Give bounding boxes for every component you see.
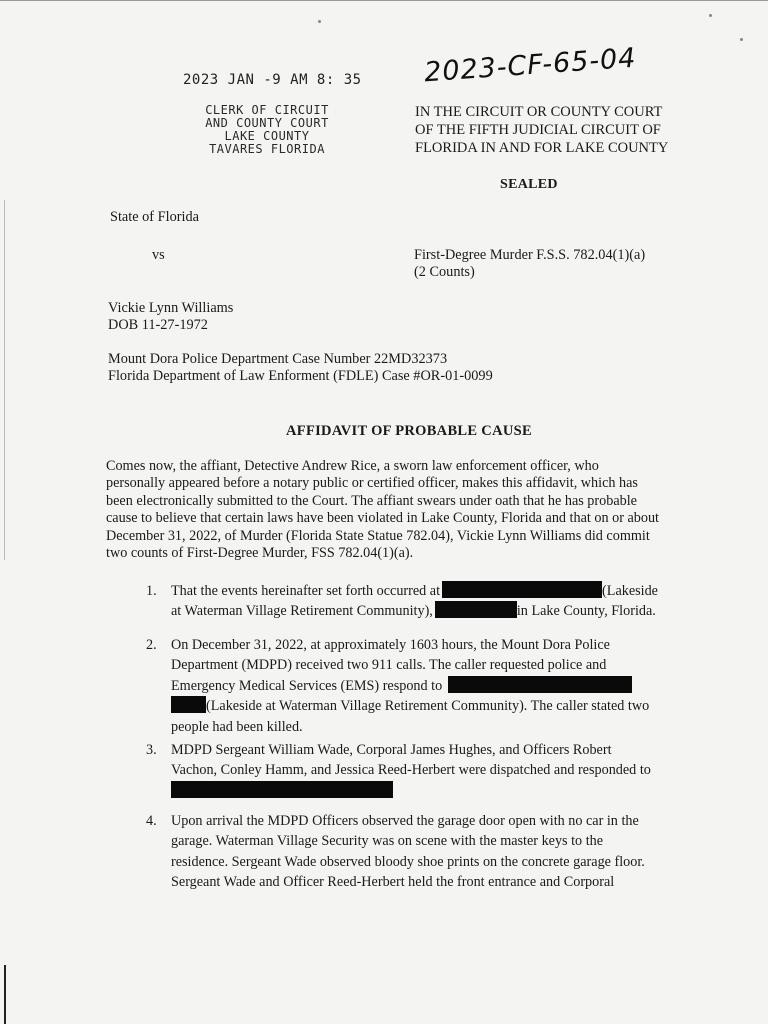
intro-line: cause to believe that certain laws have been violated in Lake County, Florida and that on or about (106, 510, 659, 527)
scan-left-edge (4, 200, 5, 560)
item-text: Emergency Medical Services (EMS) respond to (171, 677, 443, 694)
scan-speck (709, 14, 712, 17)
scan-top-edge (0, 0, 768, 1)
defendant-dob: DOB 11-27-1972 (108, 317, 208, 333)
item-number: 4. (146, 813, 157, 829)
intro-line: personally appeared before a notary public or certified officer, makes this affidavit, which has (106, 475, 638, 492)
fdle-case-number: Florida Department of Law Enforment (FDLE) Case #OR-01-0099 (108, 368, 493, 384)
charge-counts: (2 Counts) (414, 264, 475, 280)
item-line (171, 601, 673, 621)
item-text: in Lake County, Florida. (516, 603, 656, 620)
item-number: 3. (146, 742, 157, 758)
redaction-bar (442, 581, 602, 598)
item-number: 2. (146, 637, 157, 653)
defendant (108, 300, 233, 334)
clerk-stamp-line: LAKE COUNTY (224, 129, 310, 143)
charge (414, 247, 645, 281)
item-text: That the events hereinafter set forth occurred at (171, 583, 441, 599)
item-text: (Lakeside (602, 583, 658, 599)
item-line: Upon arrival the MDPD Officers observed the garage door open with no car in the (171, 813, 639, 829)
redaction-bar (171, 781, 393, 798)
clerk-stamp-line: TAVARES FLORIDA (209, 142, 325, 156)
court-line: OF THE FIFTH JUDICIAL CIRCUIT OF (415, 122, 661, 138)
item-line: Vachon, Conley Hamm, and Jessica Reed-Herbert were dispatched and responded to (171, 762, 651, 779)
clerk-stamp-line: AND COUNTY COURT (205, 116, 329, 130)
intro-line: December 31, 2022, of Murder (Florida State Statue 782.04), Vickie Lynn Williams did commit (106, 527, 650, 544)
plaintiff: State of Florida (110, 209, 199, 225)
item-line: Sergeant Wade and Officer Reed-Herbert held the front entrance and Corporal (171, 874, 615, 891)
redaction-bar (448, 676, 632, 693)
clerk-stamp (196, 104, 338, 156)
intro-line: been electronically submitted to the Court. The affiant swears under oath that he has probable (106, 492, 637, 509)
clerk-stamp-line: CLERK OF CIRCUIT (205, 103, 329, 117)
court-line: FLORIDA IN AND FOR LAKE COUNTY (415, 140, 669, 156)
item-line (171, 781, 673, 801)
item-text: (Lakeside at Waterman Village Retirement Community). The caller stated two (206, 698, 650, 715)
charge-line: First-Degree Murder F.S.S. 782.04(1)(a) (414, 247, 646, 263)
intro-line: Comes now, the affiant, Detective Andrew Rice, a sworn law enforcement officer, who (106, 458, 599, 474)
item-line: Department (MDPD) received two 911 calls. The caller requested police and (171, 657, 607, 674)
affidavit-title: AFFIDAVIT OF PROBABLE CAUSE (286, 423, 532, 439)
court-line: IN THE CIRCUIT OR COUNTY COURT (415, 104, 663, 120)
item-line: residence. Sergeant Wade observed bloody shoe prints on the concrete garage floor. (171, 853, 645, 870)
item-line (171, 581, 673, 601)
redaction-bar (171, 696, 206, 713)
mdpd-case-number: Mount Dora Police Department Case Number 22MD32373 (108, 351, 448, 367)
versus: vs (152, 247, 165, 263)
scan-speck (740, 38, 743, 41)
scan-left-mark (4, 965, 6, 1024)
redaction-bar (435, 601, 517, 618)
defendant-name: Vickie Lynn Williams (108, 300, 234, 316)
item-line: garage. Waterman Village Security was on scene with the master keys to the (171, 833, 604, 850)
item-line (171, 696, 673, 716)
list-item (171, 811, 673, 893)
item-line (171, 676, 673, 696)
intro-line: two counts of First-Degree Murder, FSS 782.04(1)(a). (106, 545, 414, 562)
intro-paragraph (106, 458, 686, 562)
item-line: MDPD Sergeant William Wade, Corporal James Hughes, and Officers Robert (171, 742, 612, 758)
list-item (171, 635, 673, 737)
list-item (171, 581, 673, 622)
item-text: at Waterman Village Retirement Community), (171, 603, 433, 620)
item-number: 1. (146, 583, 157, 599)
item-line: On December 31, 2022, at approximately 1603 hours, the Mount Dora Police (171, 637, 610, 653)
case-numbers (108, 351, 493, 385)
scan-speck (318, 20, 321, 23)
item-line: people had been killed. (171, 718, 303, 735)
list-item (171, 740, 673, 801)
filing-stamp-time: 2023 JAN -9 AM 8: 35 (183, 72, 362, 88)
sealed-label: SEALED (500, 177, 558, 192)
court-caption (415, 103, 668, 157)
handwritten-case-number: 2023-CF-65-04 (423, 42, 638, 89)
